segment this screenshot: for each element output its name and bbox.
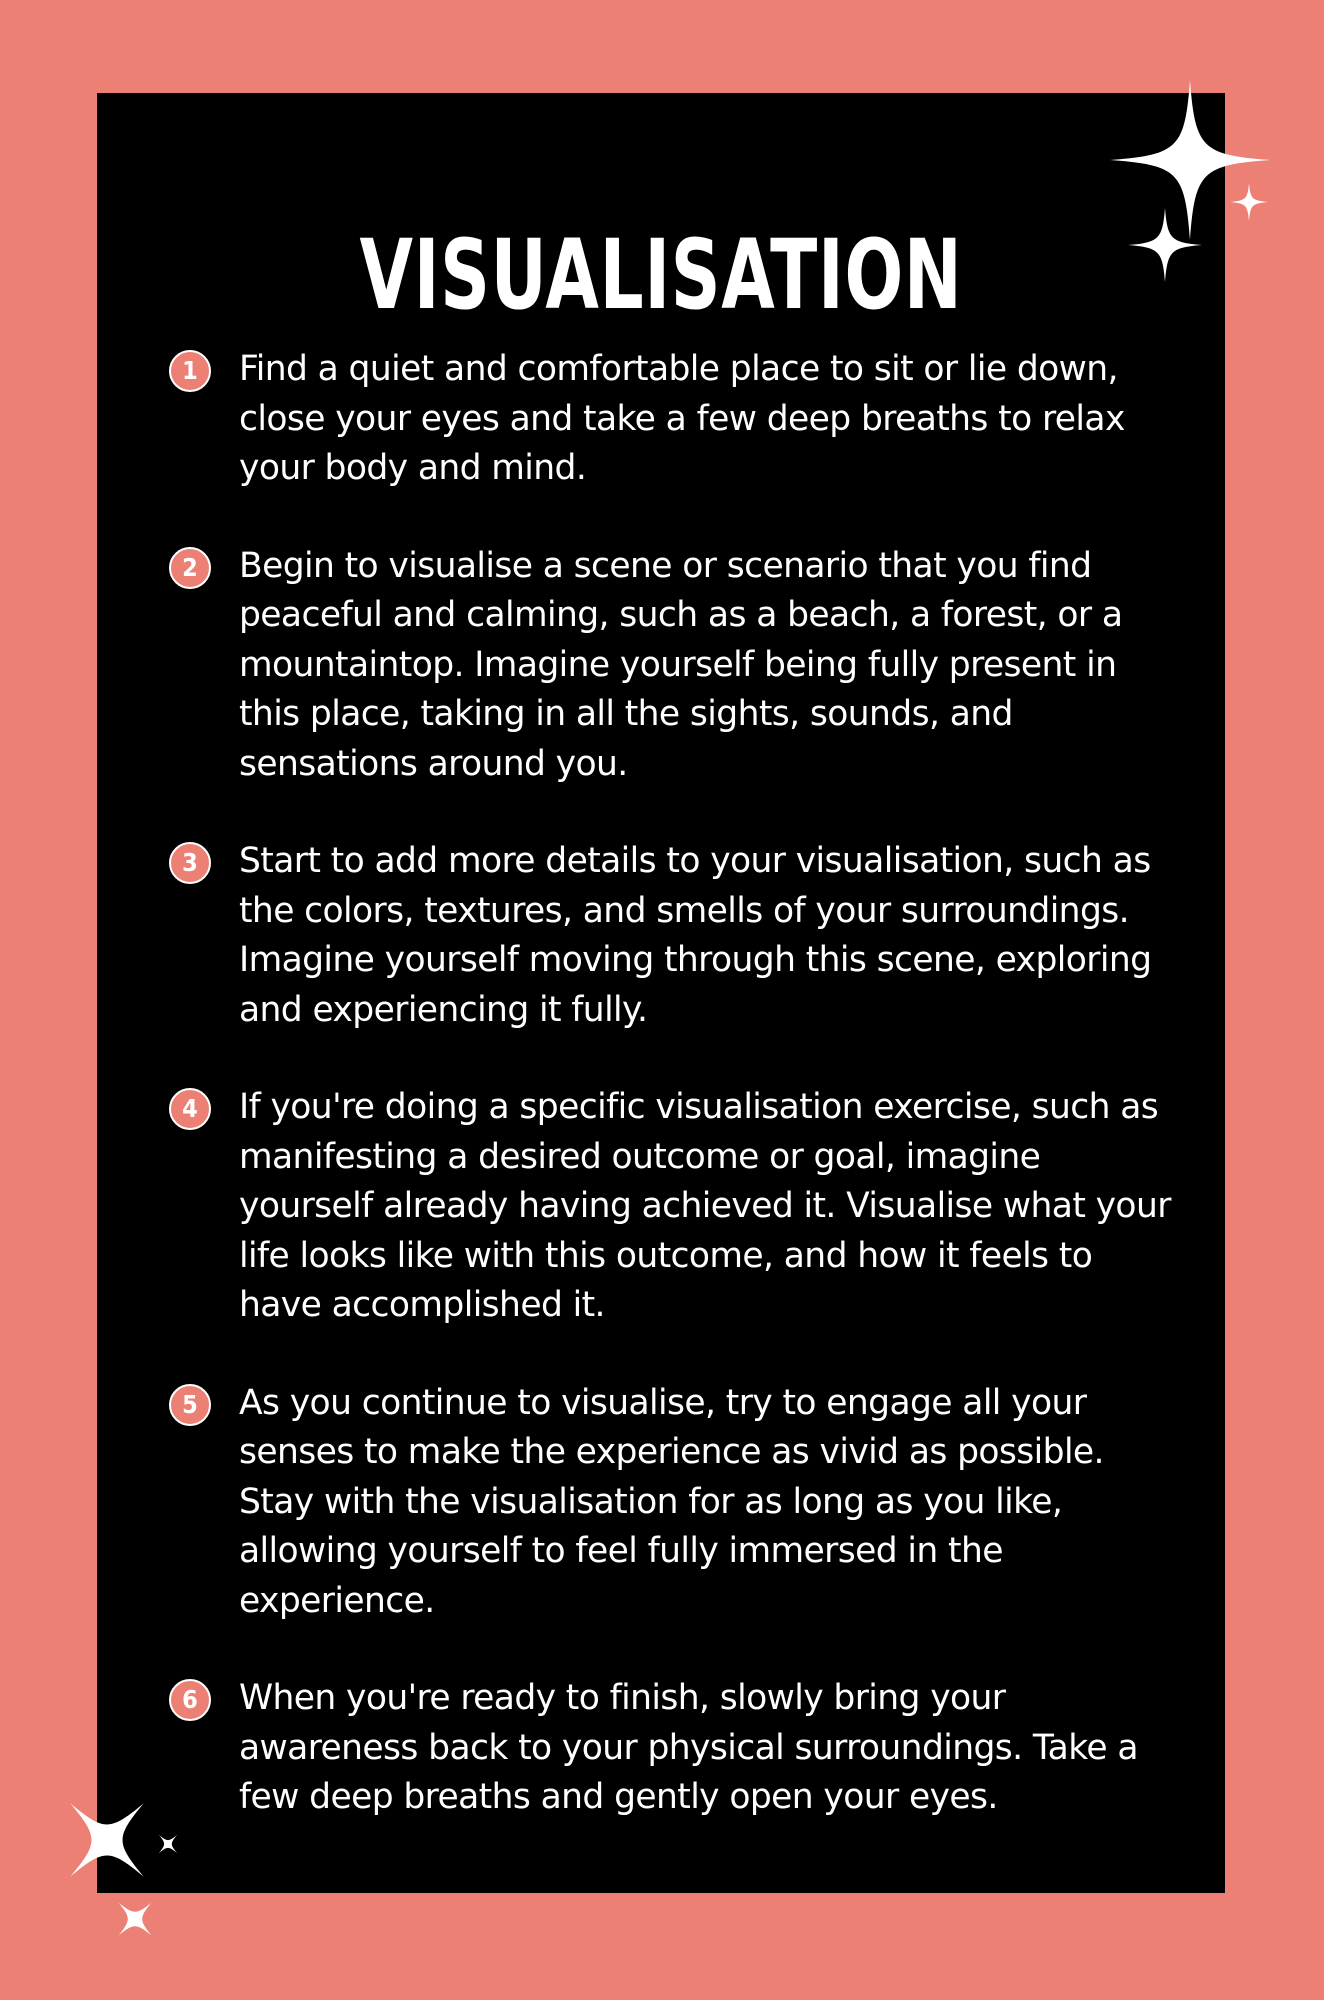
content-panel — [97, 93, 1225, 1893]
list-item — [169, 1083, 1179, 1331]
step-number-badge: 6 — [169, 1679, 211, 1721]
list-item — [169, 1379, 1179, 1627]
step-text: Start to add more details to your visualisation, such as the colors, textures, and smells of your surroundings. Imagine yourself moving through this scene, exploring and experiencing it fully. — [239, 841, 1152, 1030]
steps-list — [169, 345, 1179, 1871]
sparkle-icon — [55, 1788, 159, 1892]
sparkle-icon — [112, 1896, 158, 1942]
step-number-badge: 1 — [169, 350, 211, 392]
step-number-badge: 2 — [169, 547, 211, 589]
sparkle-icon — [1128, 208, 1202, 282]
step-text: When you're ready to finish, slowly bring your awareness back to your physical surroundings. Take a few deep breaths and gently open your eyes. — [239, 1678, 1138, 1817]
page-title: VISUALISATION — [359, 219, 963, 332]
step-number-badge: 3 — [169, 842, 211, 884]
step-number-badge: 4 — [169, 1088, 211, 1130]
step-text: As you continue to visualise, try to engage all your senses to make the experience as vivid as possible. Stay with the visualisation for as long as you like, allowing yourself to feel fully immersed in the experience. — [239, 1382, 1104, 1621]
list-item — [169, 345, 1179, 494]
step-text: Find a quiet and comfortable place to sit or lie down, close your eyes and take a few deep breaths to relax your body and mind. — [239, 349, 1125, 488]
sparkle-icon — [155, 1831, 181, 1857]
step-number-badge: 5 — [169, 1384, 211, 1426]
list-item — [169, 1674, 1179, 1823]
list-item — [169, 837, 1179, 1035]
step-text: Begin to visualise a scene or scenario that you find peaceful and calming, such as a beach, a forest, or a mountaintop. Imagine yourself being fully present in this place, taking in all the sights, sounds, and sensations around you. — [239, 545, 1123, 784]
sparkle-icon — [1230, 183, 1268, 221]
list-item — [169, 542, 1179, 790]
step-text: If you're doing a specific visualisation exercise, such as manifesting a desired outcome or goal, imagine yourself already having achieved it. Visualise what your life looks like with this outcome, and how it feels to have accomplished it. — [239, 1087, 1171, 1325]
